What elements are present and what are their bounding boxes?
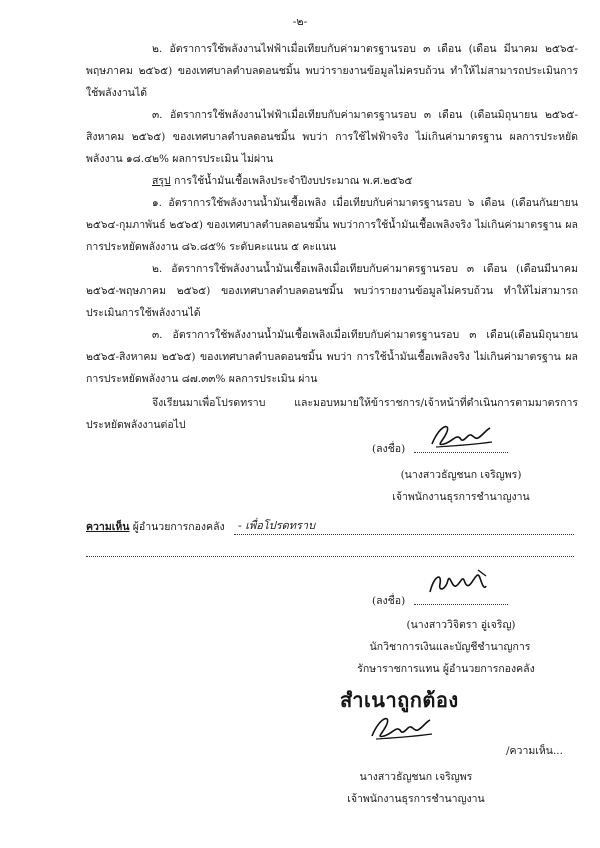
- signature2-image: [426, 566, 496, 600]
- opinion-dotted-line-2: [86, 556, 574, 557]
- opinion-role: ผู้อำนวยการกองคลัง: [129, 521, 225, 533]
- signature2-acting: รักษาราชการแทน ผู้อำนวยการกองคลัง: [357, 663, 535, 675]
- signature2-dotted-line: [414, 604, 508, 605]
- summary-label: สรุป: [152, 175, 171, 187]
- paragraph-fuel-round2: ๒. อัตราการใช้พลังงานน้ำมันเชื้อเพลิงเมื่อเทียบกับค่ามาตรฐานรอบ ๓ เดือน (เดือนมีนาคม ๒๕๖๕-พฤษภาคม ๒๕๖๕) ของเทศบาลตำบลดอนชมิ้น พบว่ารายงานข้อมูลไม่ครบถ้วน ทำให้ไม่สามารถประเมินการใช้พลังงานได้: [86, 263, 578, 319]
- signature1-dotted-line: [414, 452, 508, 453]
- opinion-dotted-line-1: [234, 534, 574, 535]
- signature1-name: (นางสาวธัญชนก เจริญพร): [400, 469, 522, 481]
- certified-by-name: นางสาวธัญชนก เจริญพร: [359, 771, 473, 783]
- opinion-label: ความเห็น: [86, 521, 130, 533]
- continuation-marker: /ความเห็น...: [506, 745, 563, 757]
- paragraph-electricity-round2: ๒. อัตราการใช้พลังงานไฟฟ้าเมื่อเทียบกับค่ามาตรฐานรอบ ๓ เดือน (เดือน มีนาคม ๒๕๖๕- พฤษภาคม ๒๕๖๕) ของเทศบาลตำบลดอนชมิ้น พบว่ารายงานข้อมูลไม่ครบถ้วน ทำให้ไม่สามารถประเมินการใช้พลังงานได้: [86, 43, 578, 99]
- summary-text: การใช้น้ำมันเชื้อเพลิงประจำปีงบประมาณ พ.ศ.๒๕๖๕: [170, 175, 413, 187]
- signature1-image: [426, 420, 496, 452]
- certified-by-position: เจ้าพนักงานธุรการชำนาญงาน: [347, 793, 485, 805]
- certified-signature-image: [366, 712, 436, 744]
- paragraph-electricity-round3: ๓. อัตราการใช้พลังงานไฟฟ้าเมื่อเทียบกับค่ามาตรฐานรอบ ๓ เดือน (เดือนมิถุนายน ๒๕๖๕- สิงหาคม ๒๕๖๕) ของเทศบาลตำบลดอนชมิ้น พบว่า การใช้ไฟฟ้าจริง ไม่เกินค่ามาตรฐาน ผลการประหยัดพลังงาน ๑๘.๔๒% ผลการประเมิน ไม่ผ่าน: [86, 109, 578, 165]
- paragraph-closing: จึงเรียนมาเพื่อโปรดทราบ และมอบหมายให้ข้าราชการ/เจ้าหน้าที่ดำเนินการตามมาตรการประหยัดพลังงานต่อไป: [86, 397, 578, 431]
- opinion-handwritten-note: - เพื่อโปรดทราบ: [238, 519, 316, 532]
- signature1-position: เจ้าพนักงานธุรการชำนาญงาน: [392, 491, 530, 503]
- summary-heading: [152, 170, 572, 192]
- signature2-label: (ลงชื่อ): [372, 595, 406, 607]
- signature1-label: (ลงชื่อ): [372, 443, 406, 455]
- opinion-heading: [86, 516, 246, 538]
- certified-copy-stamp: สำเนาถูกต้อง: [340, 688, 459, 712]
- signature2-position: นักวิชาการเงินและบัญชีชำนาญการ: [369, 641, 531, 653]
- paragraph-fuel-round3: ๓. อัตราการใช้พลังงานน้ำมันเชื้อเพลิงเมื่อเทียบกับค่ามาตรฐานรอบ ๓ เดือน(เดือนมิถุนายน ๒๕๖๕-สิงหาคม ๒๕๖๕) ของเทศบาลตำบลดอนชมิ้น พบว่า การใช้น้ำมันเชื้อเพลิงจริง ไม่เกินค่ามาตรฐาน ผลการประหยัดพลังงาน ๘๗.๓๓% ผลการประเมิน ผ่าน: [86, 329, 578, 385]
- page-number: -๒-: [292, 15, 308, 28]
- paragraph-fuel-round1: ๑. อัตราการใช้พลังงานน้ำมันเชื้อเพลิง เมื่อเทียบกับค่ามาตรฐานรอบ ๖ เดือน (เดือนกันยายน ๒๕๖๔-กุมภาพันธ์ ๒๕๖๕) ของเทศบาลตำบลดอนชมิ้น พบว่าการใช้น้ำมันเชื้อเพลิงจริง ไม่เกินค่ามาตรฐาน ผลการประหยัดพลังงาน ๘๖.๘๕% ระดับคะแนน ๕ คะแนน: [86, 197, 578, 253]
- signature2-name: (นางสาววิจิตรา อู่เจริญ): [406, 619, 516, 631]
